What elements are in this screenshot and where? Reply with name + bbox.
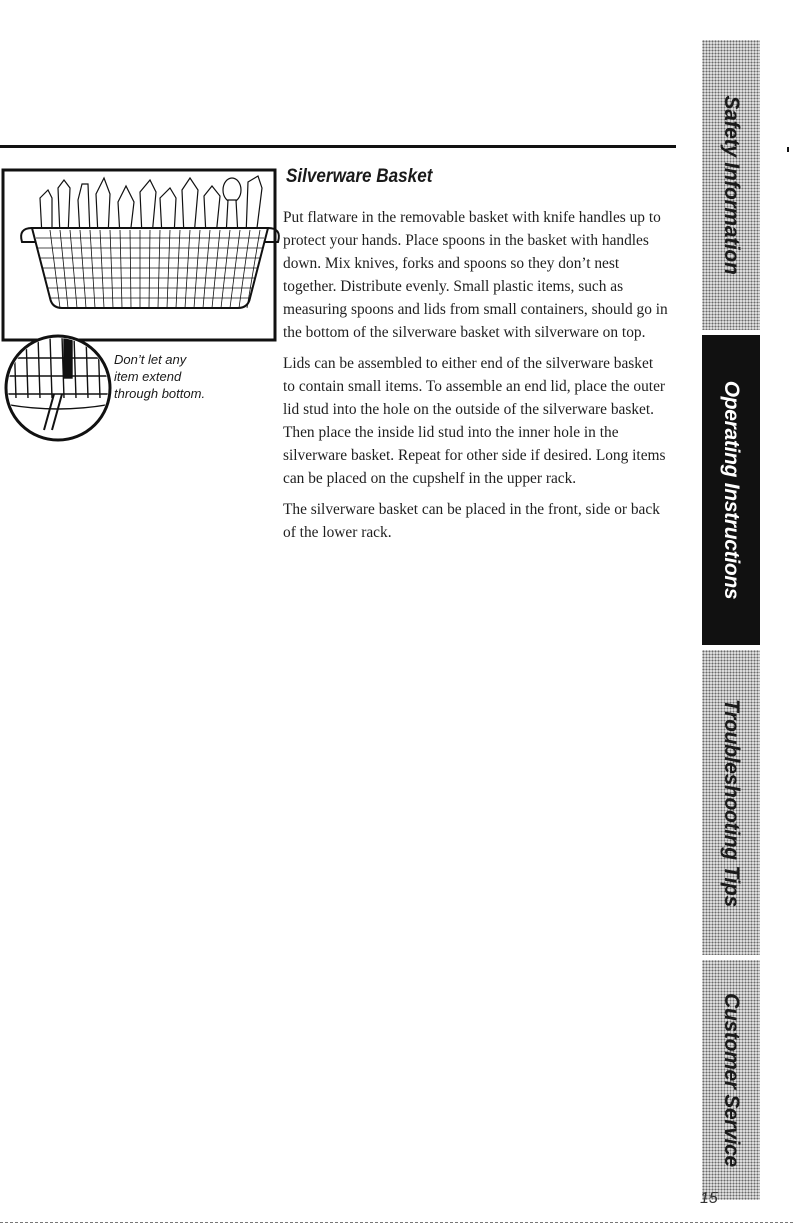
illustration-caption <box>114 352 205 401</box>
tab-label: Safety Information <box>720 95 743 275</box>
caption-line-3: through bottom. <box>114 386 206 401</box>
detail-magnifier <box>4 336 112 440</box>
edge-tick <box>787 147 789 152</box>
tab-troubleshooting-tips[interactable] <box>702 650 760 955</box>
page-number: 15 <box>700 1190 718 1207</box>
caption-line-1: Don’t let any <box>114 352 187 367</box>
tab-label: Customer Service <box>720 993 743 1167</box>
tab-safety-information[interactable] <box>702 40 760 330</box>
caption-line-2: item extend <box>114 369 182 384</box>
paragraph-1: Put flatware in the removable basket with knife handles up to protect your hands. Place spoons in the basket with handles down. Mix knives, forks and spoons so they don’t nest together. Distribute evenly. Small plastic items, such as measuring spoons and lids from small containers, should go in the bottom of the silverware basket with silverware on top. <box>283 209 668 341</box>
paragraph-2: Lids can be assembled to either end of the silverware basket to contain small items. To assemble an end lid, place the outer lid stud into the hole on the outside of the silverware basket. Then place the inside lid stud into the inner hole in the silverware basket. Repeat for other side if desired. Long items can be placed on the cupshelf in the upper rack. <box>283 355 666 487</box>
tab-customer-service[interactable] <box>702 960 760 1200</box>
section-body <box>283 206 668 552</box>
tab-label: Troubleshooting Tips <box>720 698 743 907</box>
section-title: Silverware Basket <box>286 166 433 187</box>
tab-label: Operating Instructions <box>720 380 743 600</box>
silverware-basket-illustration <box>0 158 285 443</box>
section-tabs <box>702 40 760 1200</box>
bottom-rule <box>0 1222 793 1223</box>
paragraph-3: The silverware basket can be placed in the front, side or back of the lower rack. <box>283 501 660 541</box>
top-rule <box>0 145 676 148</box>
tab-operating-instructions[interactable] <box>702 335 760 645</box>
